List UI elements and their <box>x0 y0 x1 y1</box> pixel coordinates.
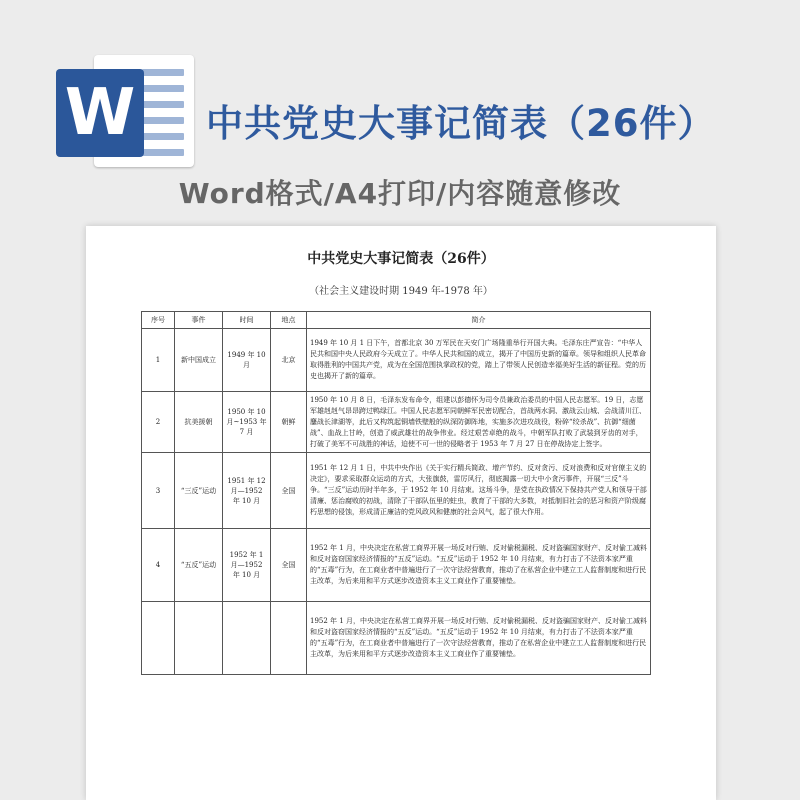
table-row <box>142 453 651 529</box>
table-header-row <box>142 312 651 329</box>
cell-no: 3 <box>142 453 175 529</box>
header-event: 事件 <box>175 312 223 329</box>
cell-no: 2 <box>142 392 175 453</box>
events-table <box>141 311 651 675</box>
cell-event: “三反”运动 <box>175 453 223 529</box>
header-no: 序号 <box>142 312 175 329</box>
cell-summary: 1952 年 1 月，中央决定在私营工商界开展一场反对行贿、反对偷税漏税、反对盗骗国家财产、反对偷工减料和反对盗窃国家经济情报的“五反”运动。“五反”运动于 1952 年 10 月结束，有力打击了不法资本家严重的“五毒”行为，在工商业者中普遍进行了一次守法经营教育，推动了在私营企业中建立工人监督制度和进行民主改革，为后来用和平方式逐步改造资本主义工商业作了重要铺垫。 <box>307 602 651 675</box>
cell-event: “五反”运动 <box>175 529 223 602</box>
table-row <box>142 529 651 602</box>
text-line-icon <box>142 133 184 140</box>
banner-subtitle: Word格式/A4打印/内容随意修改 <box>178 177 622 210</box>
cell-place <box>271 602 307 675</box>
cell-time: 1950 年 10 月~1953 年 7 月 <box>223 392 271 453</box>
cell-summary: 1950 年 10 月 8 日，毛泽东发布命令，组建以彭德怀为司令员兼政治委员的中国人民志愿军。19 日，志愿军雄赳赳气昂昂跨过鸭绿江。中国人民志愿军同朝鲜军民密切配合，首战两水洞、激战云山城、会战清川江、鏖战长津湖等，此后又构筑起铜墙铁壁般的纵深防御阵地，实施多次进攻战役，粉碎“绞杀战”、抗御“细菌战”、血战上甘岭，创造了威武雄壮的战争伟业。经过艰苦卓绝的战斗，中朝军队打败了武装到牙齿的对手，打破了美军不可战胜的神话，迫使不可一世的侵略者于 1953 年 7 月 27 日在停战协定上签字。 <box>307 392 651 453</box>
header-place: 地点 <box>271 312 307 329</box>
cell-time: 1952 年 1 月—1952 年 10 月 <box>223 529 271 602</box>
cell-no: 4 <box>142 529 175 602</box>
cell-place: 全国 <box>271 529 307 602</box>
text-line-icon <box>142 85 184 92</box>
header-summary: 简介 <box>307 312 651 329</box>
text-line-icon <box>142 101 184 108</box>
cell-place: 朝鲜 <box>271 392 307 453</box>
text-line-icon <box>142 69 184 76</box>
table-row <box>142 392 651 453</box>
table-row <box>142 329 651 392</box>
word-logo-icon <box>56 55 196 170</box>
cell-event <box>175 602 223 675</box>
cell-summary: 1951 年 12 月 1 日，中共中央作出《关于实行精兵简政、增产节约、反对贪污、反对浪费和反对官僚主义的决定》，要求采取群众运动的方式，大张旗鼓，雷厉风行，彻底揭露一切大中小贪污事件，开展“三反”斗争。“三反”运动历时半年多，于 1952 年 10 月结束。这场斗争，是党在执政情况下保持共产党人和领导干部清廉、惩治腐败的初战，清除了干部队伍里的蛀虫，教育了干部的大多数，对抵制旧社会的恶习和资产阶级腐朽思想的侵蚀，形成清正廉洁的党风政风和健康的社会风气，起了很大作用。 <box>307 453 651 529</box>
document-title: 中共党史大事记简表（26件） <box>307 251 495 267</box>
cell-event: 抗美援朝 <box>175 392 223 453</box>
cell-event: 新中国成立 <box>175 329 223 392</box>
document-page <box>86 226 716 800</box>
cell-summary: 1952 年 1 月，中央决定在私营工商界开展一场反对行贿、反对偷税漏税、反对盗骗国家财产、反对偷工减料和反对盗窃国家经济情报的“五反”运动。“五反”运动于 1952 年 10 月结束，有力打击了不法资本家严重的“五毒”行为，在工商业者中普遍进行了一次守法经营教育，推动了在私营企业中建立工人监督制度和进行民主改革，为后来用和平方式逐步改造资本主义工商业作了重要铺垫。 <box>307 529 651 602</box>
cell-place: 北京 <box>271 329 307 392</box>
text-line-icon <box>142 149 184 156</box>
table-row <box>142 602 651 675</box>
cell-summary: 1949 年 10 月 1 日下午，首都北京 30 万军民在天安门广场隆重举行开国大典。毛泽东庄严宣告：“中华人民共和国中央人民政府今天成立了。中华人民共和国的成立，揭开了中国历史新的篇章。领导和组织人民革命取得胜利的中国共产党，成为在全国范围执掌政权的党，踏上了带领人民创造幸福美好生活的新征程。党的历史也揭开了新的篇章。 <box>307 329 651 392</box>
cell-time: 1949 年 10 月 <box>223 329 271 392</box>
text-line-icon <box>142 117 184 124</box>
cell-place: 全国 <box>271 453 307 529</box>
cell-no <box>142 602 175 675</box>
document-period: （社会主义建设时期 1949 年-1978 年） <box>309 286 493 297</box>
banner-title: 中共党史大事记简表（26件） <box>206 102 716 145</box>
cell-time: 1951 年 12 月—1952 年 10 月 <box>223 453 271 529</box>
header-time: 时间 <box>223 312 271 329</box>
cell-time <box>223 602 271 675</box>
cell-no: 1 <box>142 329 175 392</box>
word-badge: W <box>56 69 144 157</box>
